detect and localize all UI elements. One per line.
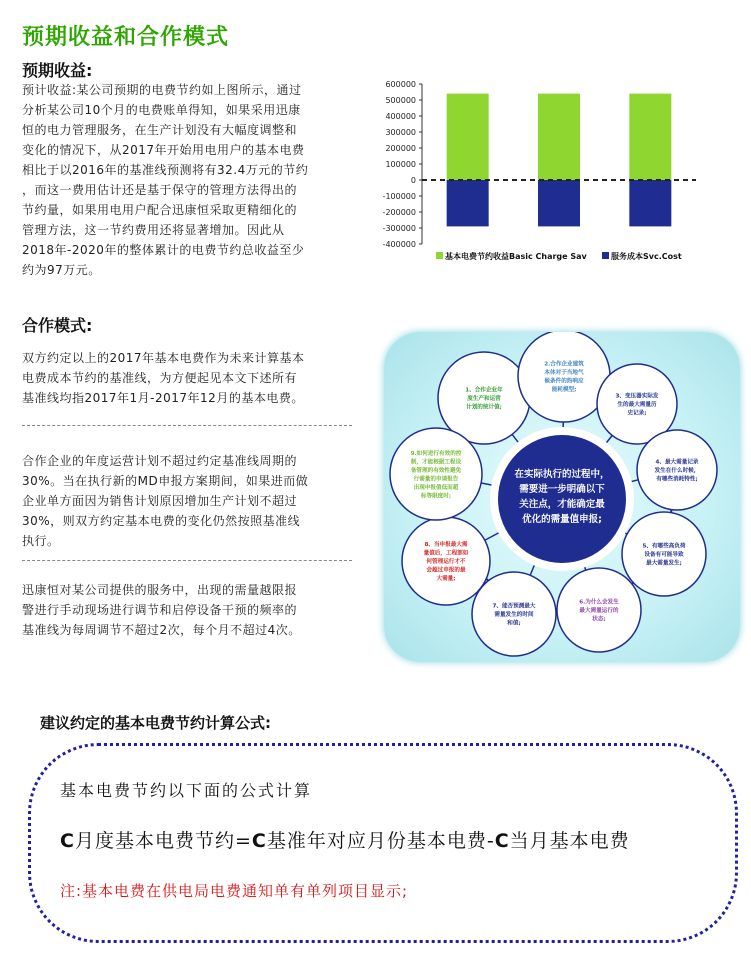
y-tick-label: -200000 bbox=[382, 208, 416, 217]
cooperation-heading: 合作模式: bbox=[22, 316, 93, 335]
chart-bars bbox=[422, 94, 696, 227]
node-text-line: 候条件的热响应 bbox=[544, 378, 584, 385]
text-line: 相比于以2016年的基准线预测将有32.4万元的节约 bbox=[22, 163, 309, 177]
text-line: 迅康恒对某公司提供的服务中，出现的需量越限报 bbox=[22, 583, 298, 597]
formula-equation bbox=[60, 826, 630, 853]
node-text-line: 3、变压器实际发 bbox=[615, 393, 659, 400]
formula-symbol: C bbox=[60, 830, 75, 852]
node-text-line: 6.为什么会发生 bbox=[579, 599, 619, 606]
node-text-line: 行需量的申请报告 bbox=[413, 476, 459, 483]
legend-swatch bbox=[602, 252, 609, 259]
node-text-line: 计划的统计值; bbox=[466, 404, 502, 411]
node-text-line: 备管理的有效性避免 bbox=[410, 467, 462, 474]
y-tick-label: 300000 bbox=[385, 128, 416, 137]
node-text-line: 本体对于当地气 bbox=[544, 369, 584, 376]
formula-note: 注:基本电费在供电局电费通知单有单列项目显示; bbox=[60, 882, 409, 900]
focus-node bbox=[472, 572, 556, 656]
legend-label: 服务成本Svc.Cost bbox=[611, 252, 682, 261]
node-text-line: 7、能否预测最大 bbox=[492, 603, 536, 610]
text-line: 合作企业的年度运营计划不超过约定基准线周期的 bbox=[22, 454, 298, 468]
text-line: 基准线为每周调节不超过2次，每个月不超过4次。 bbox=[22, 623, 301, 637]
y-tick-label: 100000 bbox=[385, 160, 416, 169]
text-line: 双方约定以上的2017年基本电费作为未来计算基本 bbox=[22, 351, 305, 365]
bar bbox=[447, 180, 489, 226]
y-tick-label: 600000 bbox=[385, 80, 416, 89]
y-tick-label: -100000 bbox=[382, 192, 416, 201]
text-line: 管理方法，这一节约费用还将显著增加。因此从 bbox=[22, 223, 285, 237]
node-text-line: 1、合作企业年 bbox=[465, 387, 503, 394]
node-text-line: 8、当申报最大需 bbox=[424, 542, 468, 548]
y-tick-label: 400000 bbox=[385, 112, 416, 121]
y-tick-label: -300000 bbox=[382, 224, 416, 233]
page-title: 预期收益和合作模式 bbox=[22, 25, 230, 50]
formula-part: 月度基本电费节约= bbox=[74, 830, 252, 852]
y-tick-label: -400000 bbox=[382, 240, 416, 249]
node-text-line: 标等限度时; bbox=[420, 493, 452, 500]
center-text-line: 需要进一步明确以下 bbox=[519, 484, 605, 495]
chart-legend bbox=[436, 251, 682, 261]
center-text-line: 关注点，才能确定最 bbox=[519, 499, 605, 510]
chart-axis bbox=[383, 80, 422, 249]
node-text-line: 大需量; bbox=[436, 576, 456, 582]
y-tick-label: 200000 bbox=[385, 144, 416, 153]
text-line: 恒的电力管理服务，在生产计划没有大幅度调整和 bbox=[22, 123, 298, 137]
node-text-line: 5、有哪些高负荷 bbox=[642, 543, 686, 550]
text-line: 基准线均指2017年1月-2017年12月的基本电费。 bbox=[22, 391, 304, 405]
node-text-line: 能耗模型; bbox=[551, 386, 577, 393]
focus-node bbox=[557, 568, 641, 652]
node-text-line: 度生产和运营 bbox=[467, 396, 501, 402]
savings-bar-chart bbox=[374, 76, 704, 266]
formula-symbol: C bbox=[251, 830, 267, 852]
divider bbox=[22, 560, 352, 561]
text-line: 变化的情况下，从2017年开始用电用户的基本电费 bbox=[22, 143, 305, 157]
bar bbox=[447, 94, 489, 180]
expected-gain-heading: 预期收益: bbox=[22, 61, 93, 80]
node-text-line: 出现申报值低而超 bbox=[413, 484, 459, 491]
node-text-line: 需量发生的时间 bbox=[494, 612, 534, 618]
node-text-line: 何管理运行才不 bbox=[426, 559, 466, 565]
focus-node bbox=[622, 512, 706, 596]
node-text-line: 会超过申报的最 bbox=[426, 567, 466, 574]
legend-swatch bbox=[436, 252, 443, 259]
bar bbox=[629, 180, 671, 226]
text-line: 预计收益:某公司预期的电费节约如上图所示，通过 bbox=[22, 83, 302, 97]
text-line: 节约量，如果用电用户配合迅康恒采取更精细化的 bbox=[22, 203, 298, 217]
focus-node bbox=[390, 428, 482, 520]
bar bbox=[538, 94, 580, 180]
legend-label: 基本电费节约收益Basic Charge Sav bbox=[445, 252, 587, 261]
node-text-line: 和值; bbox=[507, 620, 521, 627]
text-line: 30%。当在执行新的MD申报方案期间，如果进而做 bbox=[22, 474, 309, 488]
node-text-line: 设备有可能导致 bbox=[644, 552, 684, 558]
center-text-line: 在实际执行的过程中， bbox=[514, 469, 610, 480]
cooperation-paragraph-1 bbox=[22, 348, 367, 408]
node-text-line: 生的最大需量历 bbox=[617, 402, 657, 408]
node-text-line: 状态; bbox=[592, 616, 606, 623]
divider bbox=[22, 425, 352, 426]
node-circle bbox=[390, 428, 482, 520]
focus-node bbox=[637, 430, 717, 510]
formula-intro: 基本电费节约以下面的公式计算 bbox=[60, 781, 313, 800]
diagram-canvas bbox=[384, 332, 740, 662]
cooperation-paragraph-3 bbox=[22, 580, 367, 640]
cooperation-paragraph-2 bbox=[22, 451, 367, 551]
text-line: 约为97万元。 bbox=[22, 263, 101, 277]
y-tick-label: 0 bbox=[410, 176, 416, 185]
focus-points-diagram bbox=[384, 332, 740, 662]
formula-heading: 建议约定的基本电费节约计算公式: bbox=[40, 714, 272, 732]
node-text-line: 最大需量运行的 bbox=[579, 608, 619, 614]
formula-part: 当月基本电费 bbox=[509, 830, 630, 852]
node-text-line: 最大需量发生; bbox=[646, 560, 682, 567]
node-text-line: 制，才能根据工程设 bbox=[410, 459, 462, 466]
node-circle bbox=[518, 332, 610, 422]
bar bbox=[629, 94, 671, 180]
y-tick-label: 500000 bbox=[385, 96, 416, 105]
text-line: 企业单方面因为销售计划原因增加生产计划不超过 bbox=[22, 494, 298, 508]
node-text-line: 有哪些消耗特性; bbox=[656, 476, 698, 483]
node-text-line: 量值后，工程部如 bbox=[423, 550, 469, 557]
formula-part: 基准年对应月份基本电费- bbox=[266, 830, 495, 852]
node-text-line: 2.合作企业建筑 bbox=[544, 361, 584, 368]
text-line: 执行。 bbox=[22, 534, 60, 548]
focus-node bbox=[402, 517, 490, 605]
node-text-line: 9.如何进行有效的控 bbox=[410, 450, 462, 457]
expected-gain-text bbox=[22, 80, 367, 280]
text-line: 30%，则双方约定基本电费的变化仍然按照基准线 bbox=[22, 514, 301, 528]
center-text-line: 优化的需量值申报; bbox=[522, 514, 602, 525]
node-text-line: 4、最大需量记录 bbox=[655, 459, 699, 466]
text-line: 分析某公司10个月的电费账单得知，如果采用迅康 bbox=[22, 103, 301, 117]
formula-symbol: C bbox=[494, 830, 510, 852]
text-line: ，而这一费用估计还是基于保守的管理方法得出的 bbox=[22, 183, 298, 197]
focus-node bbox=[518, 332, 610, 422]
text-line: 2018年-2020年的整体累计的电费节约总收益至少 bbox=[22, 243, 305, 257]
text-line: 电费成本节约的基准线，为方便起见本文下述所有 bbox=[22, 371, 298, 385]
node-text-line: 发生在什么时候， bbox=[654, 468, 700, 474]
node-text-line: 史记录; bbox=[627, 410, 647, 417]
text-line: 警进行手动现场进行调节和启停设备干预的频率的 bbox=[22, 603, 298, 617]
bar bbox=[538, 180, 580, 226]
